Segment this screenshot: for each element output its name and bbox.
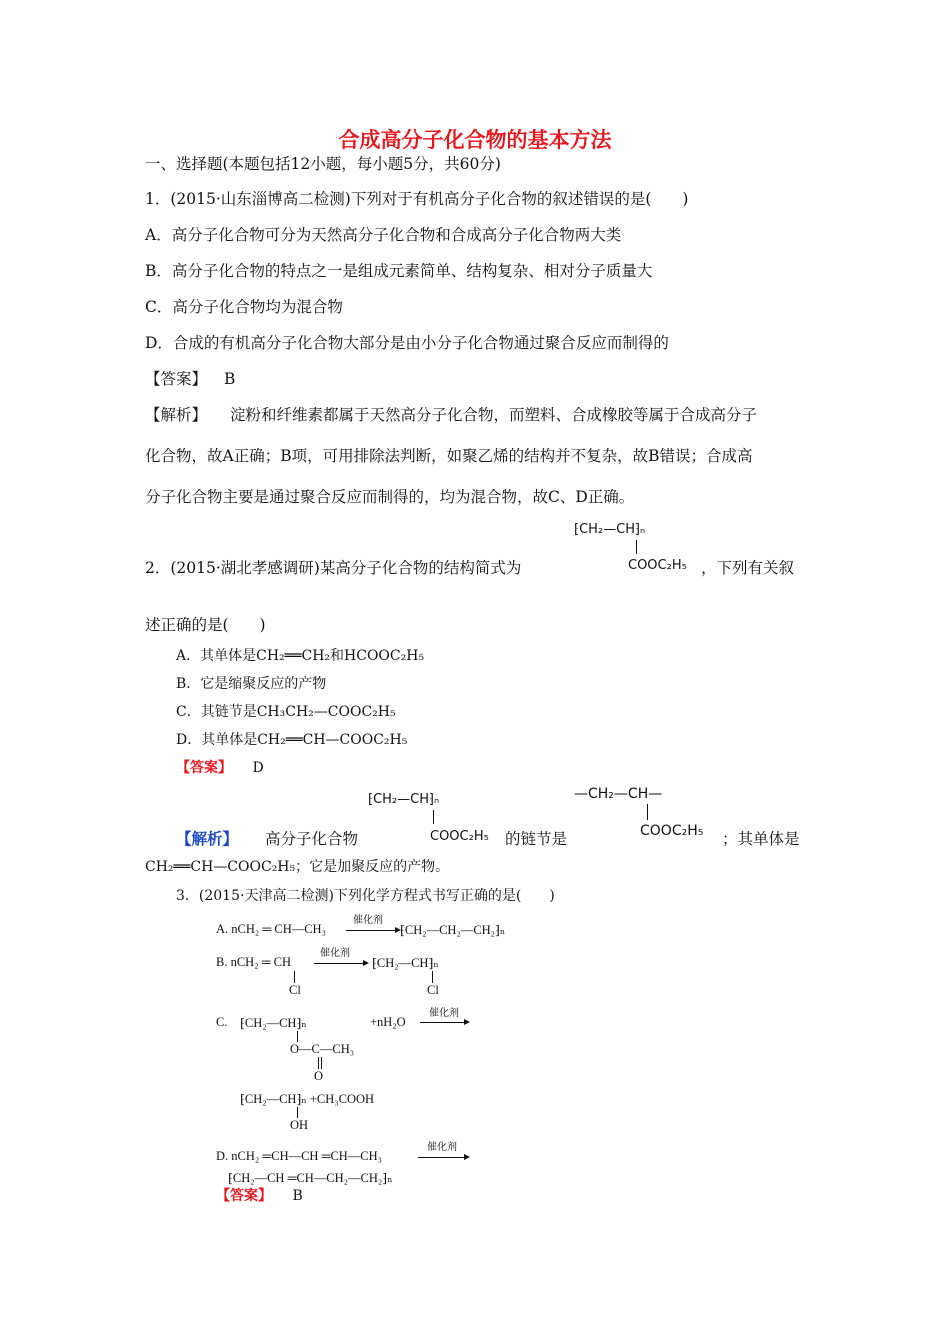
q3-b-reactant-sub: Cl bbox=[289, 983, 301, 997]
answer-value: B bbox=[223, 370, 236, 388]
q1-stem: 1．(2015·山东淄博高二检测)下列对于有机高分子化合物的叙述错误的是( ) bbox=[145, 190, 689, 208]
q3-answer bbox=[216, 1187, 303, 1205]
q1-option-a: A．高分子化合物可分为天然高分子化合物和合成高分子化合物两大类 bbox=[145, 226, 622, 244]
q3-c-product-bond bbox=[297, 1107, 298, 1118]
q2-analysis-line-2: CH₂══CH—COOC₂H₅；它是加聚反应的产物。 bbox=[145, 859, 450, 875]
page-title: 合成高分子化合物的基本方法 bbox=[338, 127, 612, 152]
catalyst-label: 催化剂 bbox=[320, 948, 350, 959]
q2-analysis-formula-bond bbox=[433, 810, 434, 824]
q2-unit-top: —CH₂—CH— bbox=[574, 786, 663, 802]
q3-c-ester: O—C—CH₃ bbox=[290, 1042, 355, 1056]
q2-formula-sub: COOC₂H₅ bbox=[628, 558, 687, 573]
q2-analysis-post: ；其单体是 bbox=[722, 830, 800, 848]
q3-c-water: +nH₂O bbox=[370, 1015, 406, 1029]
analysis-label: 【解析】 bbox=[145, 406, 208, 424]
reaction-arrow bbox=[420, 1022, 465, 1023]
q1-analysis-line-2: 化合物，故A正确；B项，可用排除法判断，如聚乙烯的结构并不复杂，故B错误；合成高 bbox=[145, 447, 753, 465]
q3-c-reactant: ⁅CH₂—CH⁆ₙ bbox=[240, 1016, 307, 1030]
q2-stem-line-2: 述正确的是( ) bbox=[145, 616, 266, 634]
q2-answer bbox=[176, 759, 264, 777]
q3-b-product: ⁅CH₂—CH⁆ₙ bbox=[372, 956, 439, 970]
q2-unit-sub: COOC₂H₅ bbox=[640, 823, 704, 839]
q3-c-carbonyl-bond bbox=[318, 1057, 319, 1069]
q3-b-reactant: B. nCH₂ ═ CH bbox=[216, 955, 292, 969]
answer-label: 【答案】 bbox=[176, 760, 232, 776]
catalyst-label: 催化剂 bbox=[353, 915, 383, 926]
q2-analysis-line-1: 【解析】 高分子化合物 bbox=[176, 829, 358, 848]
answer-value: D bbox=[252, 760, 264, 776]
arrow-head-icon bbox=[464, 1019, 470, 1025]
q3-c-product-sub: OH bbox=[290, 1118, 309, 1132]
reaction-arrow bbox=[418, 1157, 465, 1158]
answer-label: 【答案】 bbox=[216, 1188, 272, 1204]
answer-value: B bbox=[292, 1188, 303, 1204]
q1-option-d: D．合成的有机高分子化合物大部分是由小分子化合物通过聚合反应而制得的 bbox=[145, 334, 669, 352]
catalyst-label: 催化剂 bbox=[429, 1008, 459, 1019]
catalyst-label: 催化剂 bbox=[427, 1142, 457, 1153]
q3-d-product: ⁅CH₂—CH ═CH—CH₂—CH₂⁆ₙ bbox=[228, 1171, 393, 1185]
q3-c-product: ⁅CH₂—CH⁆ₙ +CH₃COOH bbox=[240, 1092, 375, 1106]
q2-stem: 2．(2015·湖北孝感调研)某高分子化合物的结构简式为 bbox=[145, 559, 522, 577]
q1-answer bbox=[145, 369, 235, 389]
q1-option-b: B．高分子化合物的特点之一是组成元素简单、结构复杂、相对分子质量大 bbox=[145, 262, 653, 280]
q1-analysis-line-3: 分子化合物主要是通过聚合反应而制得的，均为混合物，故C、D正确。 bbox=[145, 488, 635, 506]
q1-analysis-line-1: 【解析】 淀粉和纤维素都属于天然高分子化合物，而塑料、合成橡胶等属于合成高分子 bbox=[145, 406, 757, 424]
q2-analysis-formula-top: ⁅CH₂—CH⁆ₙ bbox=[368, 792, 440, 807]
q3-c-reactant-bond bbox=[297, 1031, 298, 1042]
q3-b-product-bond bbox=[432, 971, 433, 983]
reaction-arrow bbox=[346, 930, 396, 931]
reaction-arrow bbox=[314, 963, 364, 964]
q3-stem: 3．(2015·天津高二检测)下列化学方程式书写正确的是( ) bbox=[176, 888, 555, 904]
q2-formula-top: ⁅CH₂—CH⁆ₙ bbox=[574, 522, 646, 537]
q3-c-oxygen: O bbox=[314, 1069, 324, 1083]
q2-unit-bond bbox=[647, 804, 648, 820]
q3-a-reactant: A. nCH₂ ═ CH—CH₃ bbox=[216, 922, 326, 936]
q2-option-b: B．它是缩聚反应的产物 bbox=[176, 676, 327, 692]
analysis-label: 【解析】 bbox=[176, 829, 239, 848]
section-heading: 一、选择题(本题包括12小题，每小题5分，共60分) bbox=[145, 155, 501, 173]
q3-a-product: ⁅CH₂—CH₂—CH₂⁆ₙ bbox=[400, 923, 506, 937]
q2-stem-tail: ，下列有关叙 bbox=[701, 559, 795, 577]
q3-b-product-sub: Cl bbox=[427, 983, 439, 997]
q3-d-reactant: D. nCH₂ ═CH—CH ═CH—CH₃ bbox=[216, 1149, 383, 1163]
q1-option-c: C．高分子化合物均为混合物 bbox=[145, 298, 343, 316]
q3-c-carbonyl-bond-2 bbox=[321, 1057, 322, 1069]
answer-label: 【答案】 bbox=[145, 370, 208, 388]
q3-b-reactant-bond bbox=[294, 971, 295, 983]
arrow-head-icon bbox=[363, 960, 369, 966]
q2-option-a: A．其单体是CH₂══CH₂和HCOOC₂H₅ bbox=[176, 648, 425, 664]
q2-option-c: C．其链节是CH₃CH₂—COOC₂H₅ bbox=[176, 704, 396, 720]
q3-c-label: C. bbox=[216, 1015, 228, 1029]
arrow-head-icon bbox=[464, 1154, 470, 1160]
q2-analysis-mid: 的链节是 bbox=[505, 830, 568, 848]
q2-option-d: D．其单体是CH₂══CH—COOC₂H₅ bbox=[176, 732, 408, 748]
q2-formula-bond bbox=[636, 540, 637, 554]
q2-analysis-formula-sub: COOC₂H₅ bbox=[430, 829, 489, 844]
